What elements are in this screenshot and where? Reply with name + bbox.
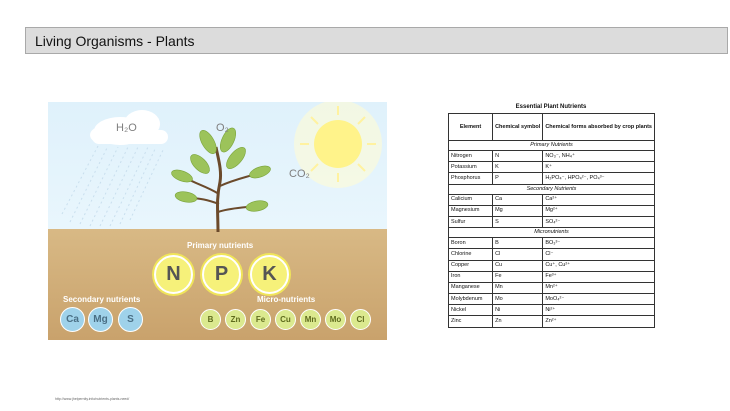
micro-nutrients-label: Micro-nutrients [257, 295, 316, 304]
table-cell: P [493, 173, 543, 184]
table-row [449, 173, 655, 184]
oxygen-molecule-label: O₂ [216, 122, 229, 134]
plant-nutrients-illustration [48, 102, 387, 340]
table-cell: Fe³⁺ [543, 271, 655, 282]
micro-nutrient-circle: Cl [350, 309, 371, 330]
secondary-nutrient-circle: S [118, 307, 143, 332]
table-cell: Cu⁺, Cu²⁺ [543, 260, 655, 271]
secondary-nutrient-circle: Ca [60, 307, 85, 332]
table-cell: Fe [493, 271, 543, 282]
table-group-row [449, 141, 655, 151]
co2-molecule-label: CO₂ [289, 168, 310, 180]
table-row [449, 271, 655, 282]
table-row [449, 282, 655, 293]
table-row [449, 305, 655, 316]
table-cell: MoO₄²⁻ [543, 294, 655, 305]
column-header: Chemical symbol [493, 114, 543, 141]
table-cell: Zn²⁺ [543, 316, 655, 327]
table-cell: BO₃³⁻ [543, 238, 655, 249]
micro-nutrient-circle: Zn [225, 309, 246, 330]
table-cell: Copper [449, 260, 493, 271]
table-cell: B [493, 238, 543, 249]
table-group-heading: Micronutrients [449, 228, 655, 238]
table-row [449, 249, 655, 260]
primary-nutrients-label: Primary nutrients [187, 241, 254, 250]
table-cell: Ni [493, 305, 543, 316]
rain-cloud-icon [62, 110, 168, 226]
table-cell: Cl⁻ [543, 249, 655, 260]
table-cell: Ca²⁺ [543, 194, 655, 205]
micro-nutrient-circle: Fe [250, 309, 271, 330]
table-cell: Manganese [449, 282, 493, 293]
slide-title-bar [25, 27, 728, 54]
table-cell: S [493, 216, 543, 227]
table-group-row [449, 184, 655, 194]
source-citation: http://www.jhelpernity.info/nutrients-plants-need/ [55, 397, 130, 401]
table-group-heading: Primary Nutrients [449, 141, 655, 151]
micro-nutrient-circle: B [200, 309, 221, 330]
table-cell: Calicium [449, 194, 493, 205]
table-cell: SO₄²⁻ [543, 216, 655, 227]
table-group-heading: Secondary Nutrients [449, 184, 655, 194]
table-title: Essential Plant Nutrients [515, 104, 587, 110]
table-cell: Zn [493, 316, 543, 327]
table-cell: Chlorine [449, 249, 493, 260]
table-cell: Mo [493, 294, 543, 305]
micro-nutrient-circle: Mo [325, 309, 346, 330]
table-cell: Cl [493, 249, 543, 260]
table-cell: NO₃⁻, NH₄⁺ [543, 151, 655, 162]
table-body [449, 141, 655, 328]
table-cell: Iron [449, 271, 493, 282]
table-cell: K⁺ [543, 162, 655, 173]
illustration-art [48, 102, 387, 340]
table-cell: Boron [449, 238, 493, 249]
table-cell: Ni²⁺ [543, 305, 655, 316]
table-row [449, 216, 655, 227]
micro-nutrient-circle: Mn [300, 309, 321, 330]
table-cell: K [493, 162, 543, 173]
table-cell: Mn [493, 282, 543, 293]
table-cell: Molybdenum [449, 294, 493, 305]
table-cell: Cu [493, 260, 543, 271]
table-cell: Mn²⁺ [543, 282, 655, 293]
table-cell: N [493, 151, 543, 162]
water-molecule-label: H₂O [116, 122, 137, 134]
table-cell: Potassium [449, 162, 493, 173]
table-cell: Nitrogen [449, 151, 493, 162]
slide-title: Living Organisms - Plants [35, 33, 195, 49]
table-cell: Phosphorus [449, 173, 493, 184]
nutrients-table [448, 113, 655, 328]
table-cell: Mg [493, 205, 543, 216]
table-cell: Zinc [449, 316, 493, 327]
secondary-nutrients-label: Secondary nutrients [63, 295, 141, 304]
table-cell: Nickel [449, 305, 493, 316]
micro-nutrient-circle: Cu [275, 309, 296, 330]
plant-icon [170, 126, 272, 232]
table-cell: H₂PO₄⁻, HPO₄²⁻, PO₄³⁻ [543, 173, 655, 184]
table-row [449, 260, 655, 271]
table-row [449, 294, 655, 305]
table-cell: Sulfur [449, 216, 493, 227]
table-row [449, 162, 655, 173]
table-row [449, 205, 655, 216]
secondary-nutrient-circle: Mg [88, 307, 113, 332]
primary-nutrient-circle: N [154, 255, 193, 294]
primary-nutrient-circle: P [202, 255, 241, 294]
table-group-row [449, 228, 655, 238]
primary-nutrient-circle: K [250, 255, 289, 294]
table-row [449, 316, 655, 327]
table-header-row [449, 114, 655, 141]
table-row [449, 194, 655, 205]
table-row [449, 151, 655, 162]
table-row [449, 238, 655, 249]
table-cell: Mg²⁺ [543, 205, 655, 216]
table-cell: Magnesium [449, 205, 493, 216]
table-cell: Ca [493, 194, 543, 205]
column-header: Element [449, 114, 493, 141]
column-header: Chemical forms absorbed by crop plants [543, 114, 655, 141]
